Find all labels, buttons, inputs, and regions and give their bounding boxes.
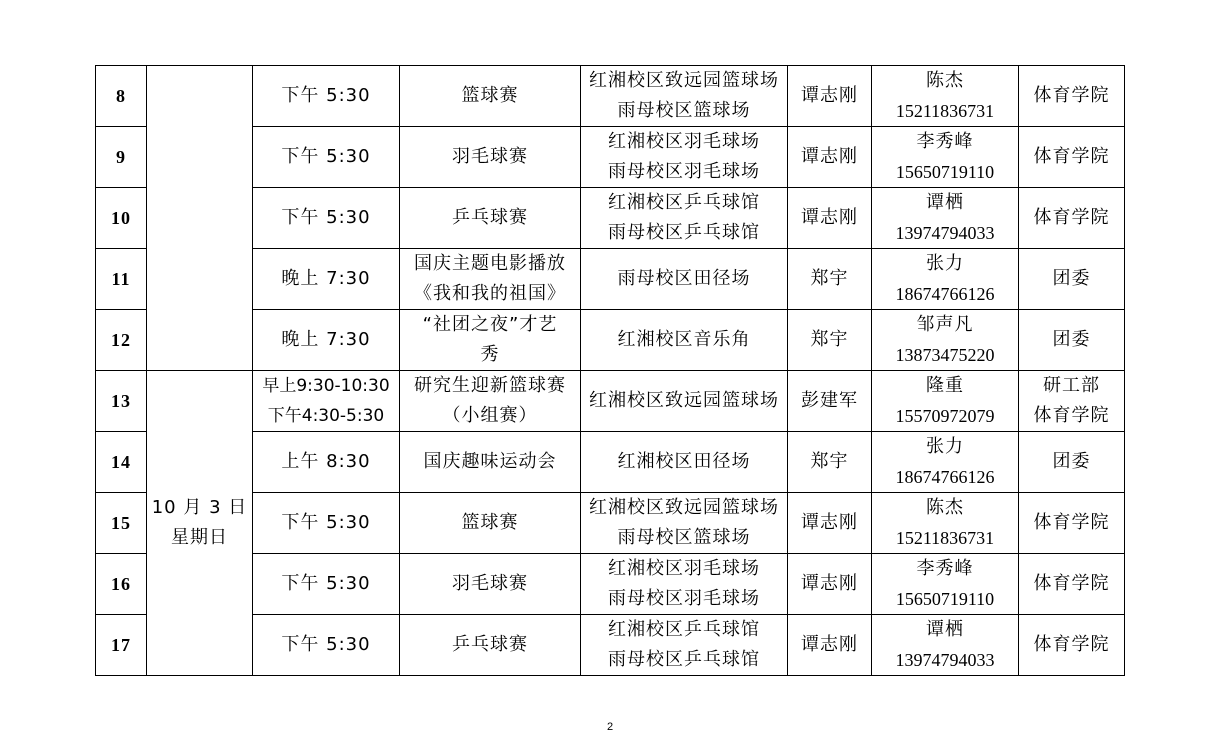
venue-cell	[581, 310, 788, 371]
contact-cell-line: 15650719110	[895, 589, 995, 609]
event-cell	[400, 188, 581, 249]
lead-cell: 谭志刚	[788, 188, 872, 249]
event-cell-line: （小组赛）	[442, 405, 538, 426]
venue-cell	[581, 432, 788, 493]
org-cell-line: 团委	[1052, 329, 1091, 350]
venue-cell-line: 雨母校区羽毛球场	[608, 161, 760, 182]
event-cell-line: 篮球赛	[461, 85, 519, 106]
date-cell-2-line: 10 月 3 日	[151, 497, 248, 518]
org-cell-line: 体育学院	[1033, 405, 1110, 426]
contact-cell	[872, 493, 1019, 554]
org-cell	[1019, 371, 1125, 432]
venue-cell	[581, 493, 788, 554]
event-cell-line: 国庆主题电影播放	[414, 253, 566, 274]
venue-cell-line: 红湘校区乒乓球馆	[608, 192, 760, 213]
org-cell	[1019, 493, 1125, 554]
contact-cell-line: 18674766126	[895, 284, 995, 304]
contact-cell	[872, 188, 1019, 249]
venue-cell-line: 红湘校区田径场	[617, 451, 751, 472]
date-cell-2	[147, 371, 253, 676]
org-cell	[1019, 432, 1125, 493]
contact-cell	[872, 371, 1019, 432]
lead-cell: 郑宇	[788, 432, 872, 493]
contact-cell-line: 隆重	[926, 375, 964, 396]
time-cell-line: 下午 5:30	[281, 573, 371, 594]
org-cell-line: 体育学院	[1033, 207, 1110, 228]
time-cell-line: 上午 8:30	[281, 451, 371, 472]
time-cell	[253, 188, 400, 249]
row-number: 10	[96, 188, 147, 249]
org-cell-line: 研工部	[1043, 375, 1100, 396]
row-number: 12	[96, 310, 147, 371]
org-cell-line: 团委	[1052, 451, 1091, 472]
venue-cell	[581, 615, 788, 676]
contact-cell-line: 15211836731	[895, 528, 995, 548]
org-cell-line: 体育学院	[1033, 85, 1110, 106]
row-number: 15	[96, 493, 147, 554]
event-cell	[400, 432, 581, 493]
venue-cell-line: 红湘校区致远园篮球场	[589, 390, 779, 411]
date-cell-2-line: 星期日	[171, 527, 228, 548]
row-number: 13	[96, 371, 147, 432]
contact-cell-line: 15650719110	[895, 162, 995, 182]
contact-cell	[872, 249, 1019, 310]
org-cell	[1019, 249, 1125, 310]
time-cell	[253, 371, 400, 432]
contact-cell	[872, 66, 1019, 127]
schedule-table-body	[96, 66, 1125, 676]
time-cell	[253, 432, 400, 493]
contact-cell	[872, 432, 1019, 493]
time-cell	[253, 493, 400, 554]
event-cell-line: 国庆趣味运动会	[423, 451, 557, 472]
time-cell-line: 下午 5:30	[281, 207, 371, 228]
org-cell	[1019, 127, 1125, 188]
date-cell-1	[147, 66, 253, 371]
venue-cell	[581, 249, 788, 310]
venue-cell-line: 雨母校区羽毛球场	[608, 588, 760, 609]
venue-cell-line: 雨母校区乒乓球馆	[608, 222, 760, 243]
venue-cell-line: 红湘校区羽毛球场	[608, 131, 760, 152]
event-cell	[400, 554, 581, 615]
time-cell-line: 早上9:30-10:30	[262, 376, 390, 396]
event-cell-line: 研究生迎新篮球赛	[414, 375, 566, 396]
row-number: 11	[96, 249, 147, 310]
contact-cell-line: 陈杰	[926, 70, 964, 91]
row-number: 8	[96, 66, 147, 127]
event-cell	[400, 310, 581, 371]
contact-cell	[872, 310, 1019, 371]
event-cell-line: 乒乓球赛	[452, 207, 528, 228]
lead-cell: 谭志刚	[788, 493, 872, 554]
time-cell-line: 晚上 7:30	[281, 268, 371, 289]
time-cell-line: 下午 5:30	[281, 512, 371, 533]
venue-cell-line: 雨母校区田径场	[617, 268, 751, 289]
contact-cell-line: 13873475220	[895, 345, 995, 365]
time-cell-line: 晚上 7:30	[281, 329, 371, 350]
org-cell-line: 团委	[1052, 268, 1091, 289]
venue-cell-line: 红湘校区致远园篮球场	[589, 497, 779, 518]
contact-cell-line: 谭栖	[926, 619, 964, 640]
venue-cell-line: 红湘校区音乐角	[617, 329, 751, 350]
contact-cell-line: 15211836731	[895, 101, 995, 121]
contact-cell-line: 张力	[926, 253, 964, 274]
time-cell	[253, 127, 400, 188]
event-cell-line: 秀	[480, 344, 500, 365]
row-number: 17	[96, 615, 147, 676]
venue-cell-line: 雨母校区乒乓球馆	[608, 649, 760, 670]
contact-cell-line: 李秀峰	[916, 558, 974, 579]
contact-cell-line: 15570972079	[895, 406, 995, 426]
event-cell	[400, 249, 581, 310]
event-cell	[400, 127, 581, 188]
event-cell-line: 《我和我的祖国》	[414, 283, 566, 304]
lead-cell: 郑宇	[788, 310, 872, 371]
org-cell-line: 体育学院	[1033, 512, 1110, 533]
time-cell-line: 下午 5:30	[281, 85, 371, 106]
contact-cell-line: 13974794033	[895, 223, 995, 243]
contact-cell-line: 邹声凡	[916, 314, 974, 335]
time-cell-line: 下午 5:30	[281, 634, 371, 655]
event-cell-line: “社团之夜”才艺	[422, 314, 558, 335]
time-cell	[253, 249, 400, 310]
contact-cell-line: 陈杰	[926, 497, 964, 518]
venue-cell-line: 雨母校区篮球场	[617, 527, 751, 548]
org-cell	[1019, 66, 1125, 127]
event-cell	[400, 615, 581, 676]
time-cell	[253, 615, 400, 676]
event-cell-line: 乒乓球赛	[452, 634, 528, 655]
org-cell	[1019, 188, 1125, 249]
venue-cell	[581, 127, 788, 188]
time-cell	[253, 66, 400, 127]
lead-cell: 谭志刚	[788, 127, 872, 188]
lead-cell: 郑宇	[788, 249, 872, 310]
event-cell	[400, 493, 581, 554]
contact-cell	[872, 127, 1019, 188]
time-cell-line: 下午4:30-5:30	[267, 406, 385, 426]
contact-cell-line: 18674766126	[895, 467, 995, 487]
row-number: 16	[96, 554, 147, 615]
venue-cell	[581, 188, 788, 249]
time-cell	[253, 310, 400, 371]
org-cell-line: 体育学院	[1033, 573, 1110, 594]
lead-cell: 谭志刚	[788, 554, 872, 615]
event-cell	[400, 66, 581, 127]
org-cell-line: 体育学院	[1033, 146, 1110, 167]
contact-cell-line: 谭栖	[926, 192, 964, 213]
event-cell	[400, 371, 581, 432]
lead-cell: 谭志刚	[788, 615, 872, 676]
org-cell	[1019, 615, 1125, 676]
table-row	[96, 66, 1125, 127]
schedule-table	[95, 65, 1125, 676]
contact-cell	[872, 554, 1019, 615]
row-number: 9	[96, 127, 147, 188]
contact-cell	[872, 615, 1019, 676]
page-number: 2	[606, 721, 614, 733]
contact-cell-line: 13974794033	[895, 650, 995, 670]
venue-cell	[581, 371, 788, 432]
lead-cell: 彭建军	[788, 371, 872, 432]
venue-cell	[581, 66, 788, 127]
venue-cell	[581, 554, 788, 615]
venue-cell-line: 雨母校区篮球场	[617, 100, 751, 121]
venue-cell-line: 红湘校区致远园篮球场	[589, 70, 779, 91]
contact-cell-line: 张力	[926, 436, 964, 457]
time-cell	[253, 554, 400, 615]
venue-cell-line: 红湘校区乒乓球馆	[608, 619, 760, 640]
time-cell-line: 下午 5:30	[281, 146, 371, 167]
org-cell-line: 体育学院	[1033, 634, 1110, 655]
org-cell	[1019, 310, 1125, 371]
org-cell	[1019, 554, 1125, 615]
event-cell-line: 羽毛球赛	[452, 573, 528, 594]
event-cell-line: 篮球赛	[461, 512, 519, 533]
row-number: 14	[96, 432, 147, 493]
lead-cell: 谭志刚	[788, 66, 872, 127]
venue-cell-line: 红湘校区羽毛球场	[608, 558, 760, 579]
contact-cell-line: 李秀峰	[916, 131, 974, 152]
table-row	[96, 371, 1125, 432]
event-cell-line: 羽毛球赛	[452, 146, 528, 167]
